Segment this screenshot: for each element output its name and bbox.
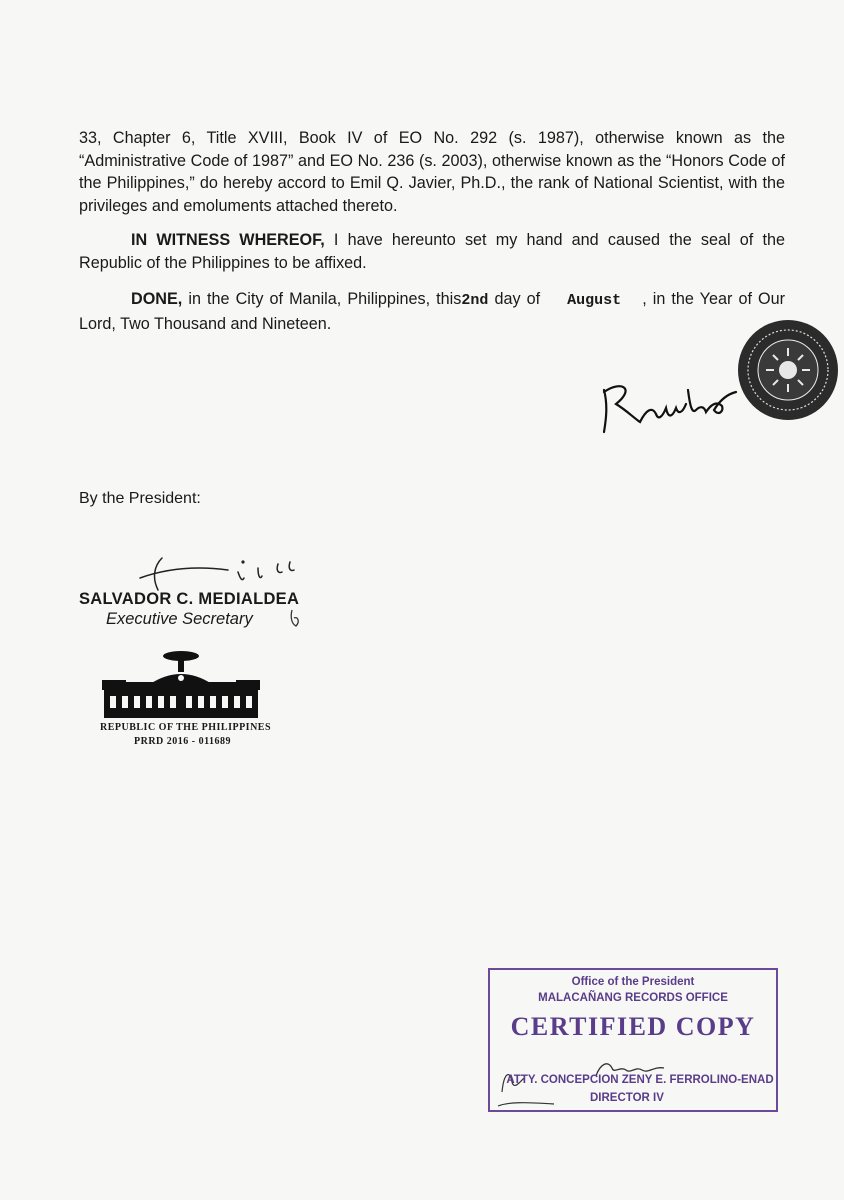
secretary-signature	[118, 548, 318, 593]
done-month: August	[567, 292, 622, 309]
done-text-before: in the City of Manila, Philippines, this	[182, 290, 462, 308]
cert-office: Office of the President	[571, 976, 695, 988]
initial-date-mark	[494, 1062, 564, 1112]
president-signature	[596, 370, 746, 440]
certified-copy-stamp	[488, 968, 778, 1112]
paragraph-done	[79, 288, 785, 335]
cert-officer-position: DIRECTOR IV	[590, 1092, 664, 1104]
signatory-title: Executive Secretary	[106, 610, 253, 628]
cert-title: CERTIFIED COPY	[510, 1012, 756, 1041]
cert-records-office: MALACAÑANG RECORDS OFFICE	[538, 992, 728, 1004]
presidential-seal	[736, 318, 840, 422]
signatory-name: SALVADOR C. MEDIALDEA	[79, 590, 300, 608]
cert-officer-name: ATTY. CONCEPCION ZENY E. FERROLINO-ENAD	[506, 1074, 774, 1086]
by-the-president: By the President:	[79, 490, 201, 507]
malacanang-building-stamp	[98, 648, 264, 720]
paragraph-accord: 33, Chapter 6, Title XVIII, Book IV of EO No. 292 (s. 1987), otherwise known as the “Administrative Code of 1987” and EO No. 236 (s. 2003), otherwise known as the “Honors Code of the Philippines,” do hereby accord to Emil Q. Javier, Ph.D., the rank of National Scientist, with the privileges and emoluments attached thereto.	[79, 129, 785, 215]
witness-text: I have hereunto set my hand and caused the seal of the Republic of the Philippines to be affixed.	[79, 231, 785, 272]
witness-lead: IN WITNESS WHEREOF,	[131, 231, 325, 249]
initial-mark	[286, 608, 306, 630]
stamp-record-number: PRRD 2016 - 011689	[134, 736, 232, 747]
done-text-after: , in the Year of Our Lord, Two Thousand and Nineteen.	[79, 290, 786, 333]
done-text-mid: day of	[488, 290, 547, 308]
done-lead: DONE,	[131, 290, 183, 308]
paragraph-witness	[79, 229, 785, 274]
stamp-republic-text: REPUBLIC OF THE PHILIPPINES	[100, 722, 272, 733]
done-day: 2nd	[461, 292, 489, 309]
